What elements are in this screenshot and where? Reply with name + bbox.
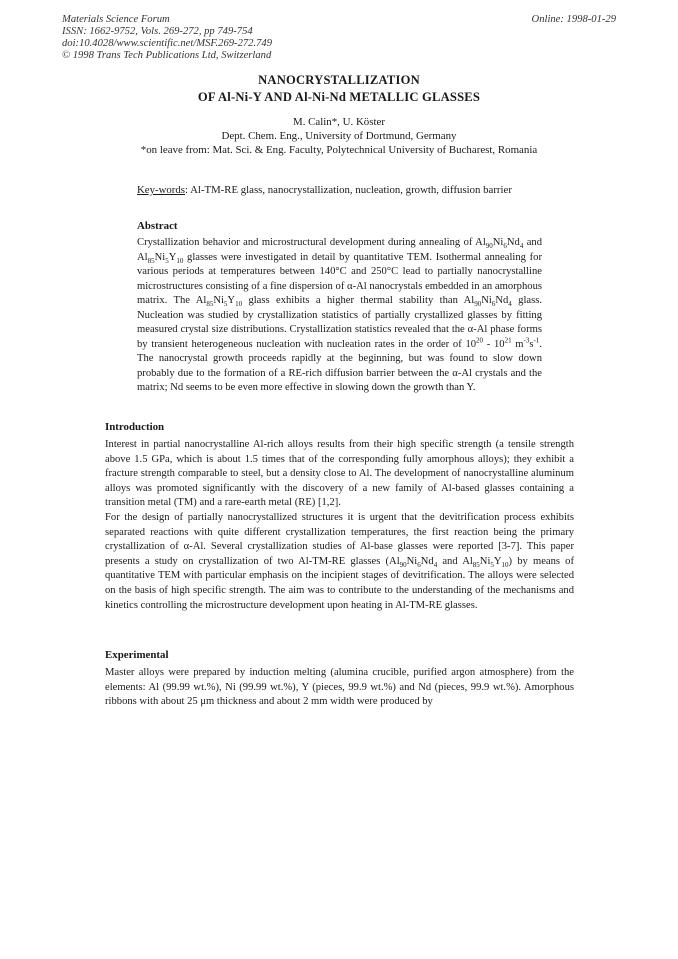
abstract-heading: Abstract xyxy=(137,220,178,232)
doi-line[interactable]: doi:10.4028/www.scientific.net/MSF.269-272.749 xyxy=(62,38,272,49)
abstract-body: Crystallization behavior and microstructural development during annealing of $Al_{90}Ni_6Nd_4$ and $Al_{85}Ni_5Y_{10}$ glasses were investigated in detail by quantitative TEM. Isothermal annealing for various periods at temperatures between 140°C and 250°C lead to partially nanocrystalline microstructures consisting of a fine dispersion of α-Al nanocrystals embedded in an amorphous matrix. The $Al_{85}Ni_5Y_{10}$ glass exhibits a higher thermal stability than $Al_{90}Ni_6Nd_4$ glass. Nucleation was studied by crystallization statistics of partially crystallized glasses by fitting measured crystal size distributions. Crystallization statistics revealed that the α-Al phase forms by transient heterogeneous nucleation with nucleation rates in the order of $10^{20} - 10^{21}$ $m^{-3}s^{-1}$. The nanocrystal growth proceeds rapidly at the beginning, but was found to slow down probably due to the formation of a RE-rich diffusion barrier between the α-Al crystals and the matrix; Nd seems to be even more effective in slowing down the growth than Y. xyxy=(137,237,543,393)
author-affiliation: Dept. Chem. Eng., University of Dortmund, Germany xyxy=(221,130,457,142)
author-names: M. Calin*, U. Köster xyxy=(293,116,385,128)
copyright-line: © 1998 Trans Tech Publications Ltd, Switzerland xyxy=(62,50,272,61)
keywords xyxy=(137,184,512,196)
journal-header xyxy=(62,14,272,62)
paper-title-line-2: OF Al-Ni-Y AND Al-Ni-Nd METALLIC GLASSES xyxy=(197,90,481,104)
paper-title-line-1: NANOCRYSTALLIZATION xyxy=(258,73,420,87)
online-date: Online: 1998-01-29 xyxy=(531,14,616,25)
experimental-heading: Experimental xyxy=(105,649,169,661)
author-on-leave: *on leave from: Mat. Sci. & Eng. Faculty, Polytechnical University of Bucharest, Romania xyxy=(140,144,538,156)
introduction-paragraph-1: Interest in partial nanocrystalline Al-rich alloys results from their high specific strength (a tensile strength above 1.5 GPa, which is about 1.5 times that of the corresponding fully amorphous alloys); they exhibit a fracture strength comparable to steel, but a density close to Al. The development of nanocrystalline aluminum alloys was promoted significantly with the discovery of a new family of Al-based glasses containing a transition metal (TM) and a rare-earth metal (RE) [1,2]. xyxy=(105,439,574,509)
experimental-paragraph-1: Master alloys were prepared by induction melting (alumina crucible, purified argon atmosphere) from the elements: Al (99.99 wt.%), Ni (99.99 wt.%), Y (pieces, 99.9 wt.%) and Nd (pieces, 99.9 wt.%). Amorphous ribbons with about 25 μm thickness and about 2 mm width were produced by xyxy=(105,667,574,708)
journal-name: Materials Science Forum xyxy=(62,14,170,25)
keywords-label: Key-words xyxy=(137,184,185,196)
introduction-paragraph-2: For the design of partially nanocrystallized structures it is urgent that the devitrification process exhibits separated reactions with quite different crystallization temperatures, the first reaction being the primary crystallization of α-Al. Several crystallization studies of Al-base glasses were reported [3-7]. This paper presents a study on crystallization of two Al-TM-RE glasses ($Al_{90}Ni_6Nd_4$ and $Al_{85}Ni_5Y_{10}$) by means of quantitative TEM with particular emphasis on the incipient stages of devitrification. The alloys were selected on the basis of high specific strength. The aim was to contribute to the understanding of the mechanisms and kinetics controlling the microstructure development upon heating in Al-TM-RE glasses. xyxy=(105,512,574,611)
keywords-text: : Al-TM-RE glass, nanocrystallization, nucleation, growth, diffusion barrier xyxy=(184,184,512,196)
introduction-heading: Introduction xyxy=(105,421,165,433)
issn-line: ISSN: 1662-9752, Vols. 269-272, pp 749-754 xyxy=(62,26,253,37)
